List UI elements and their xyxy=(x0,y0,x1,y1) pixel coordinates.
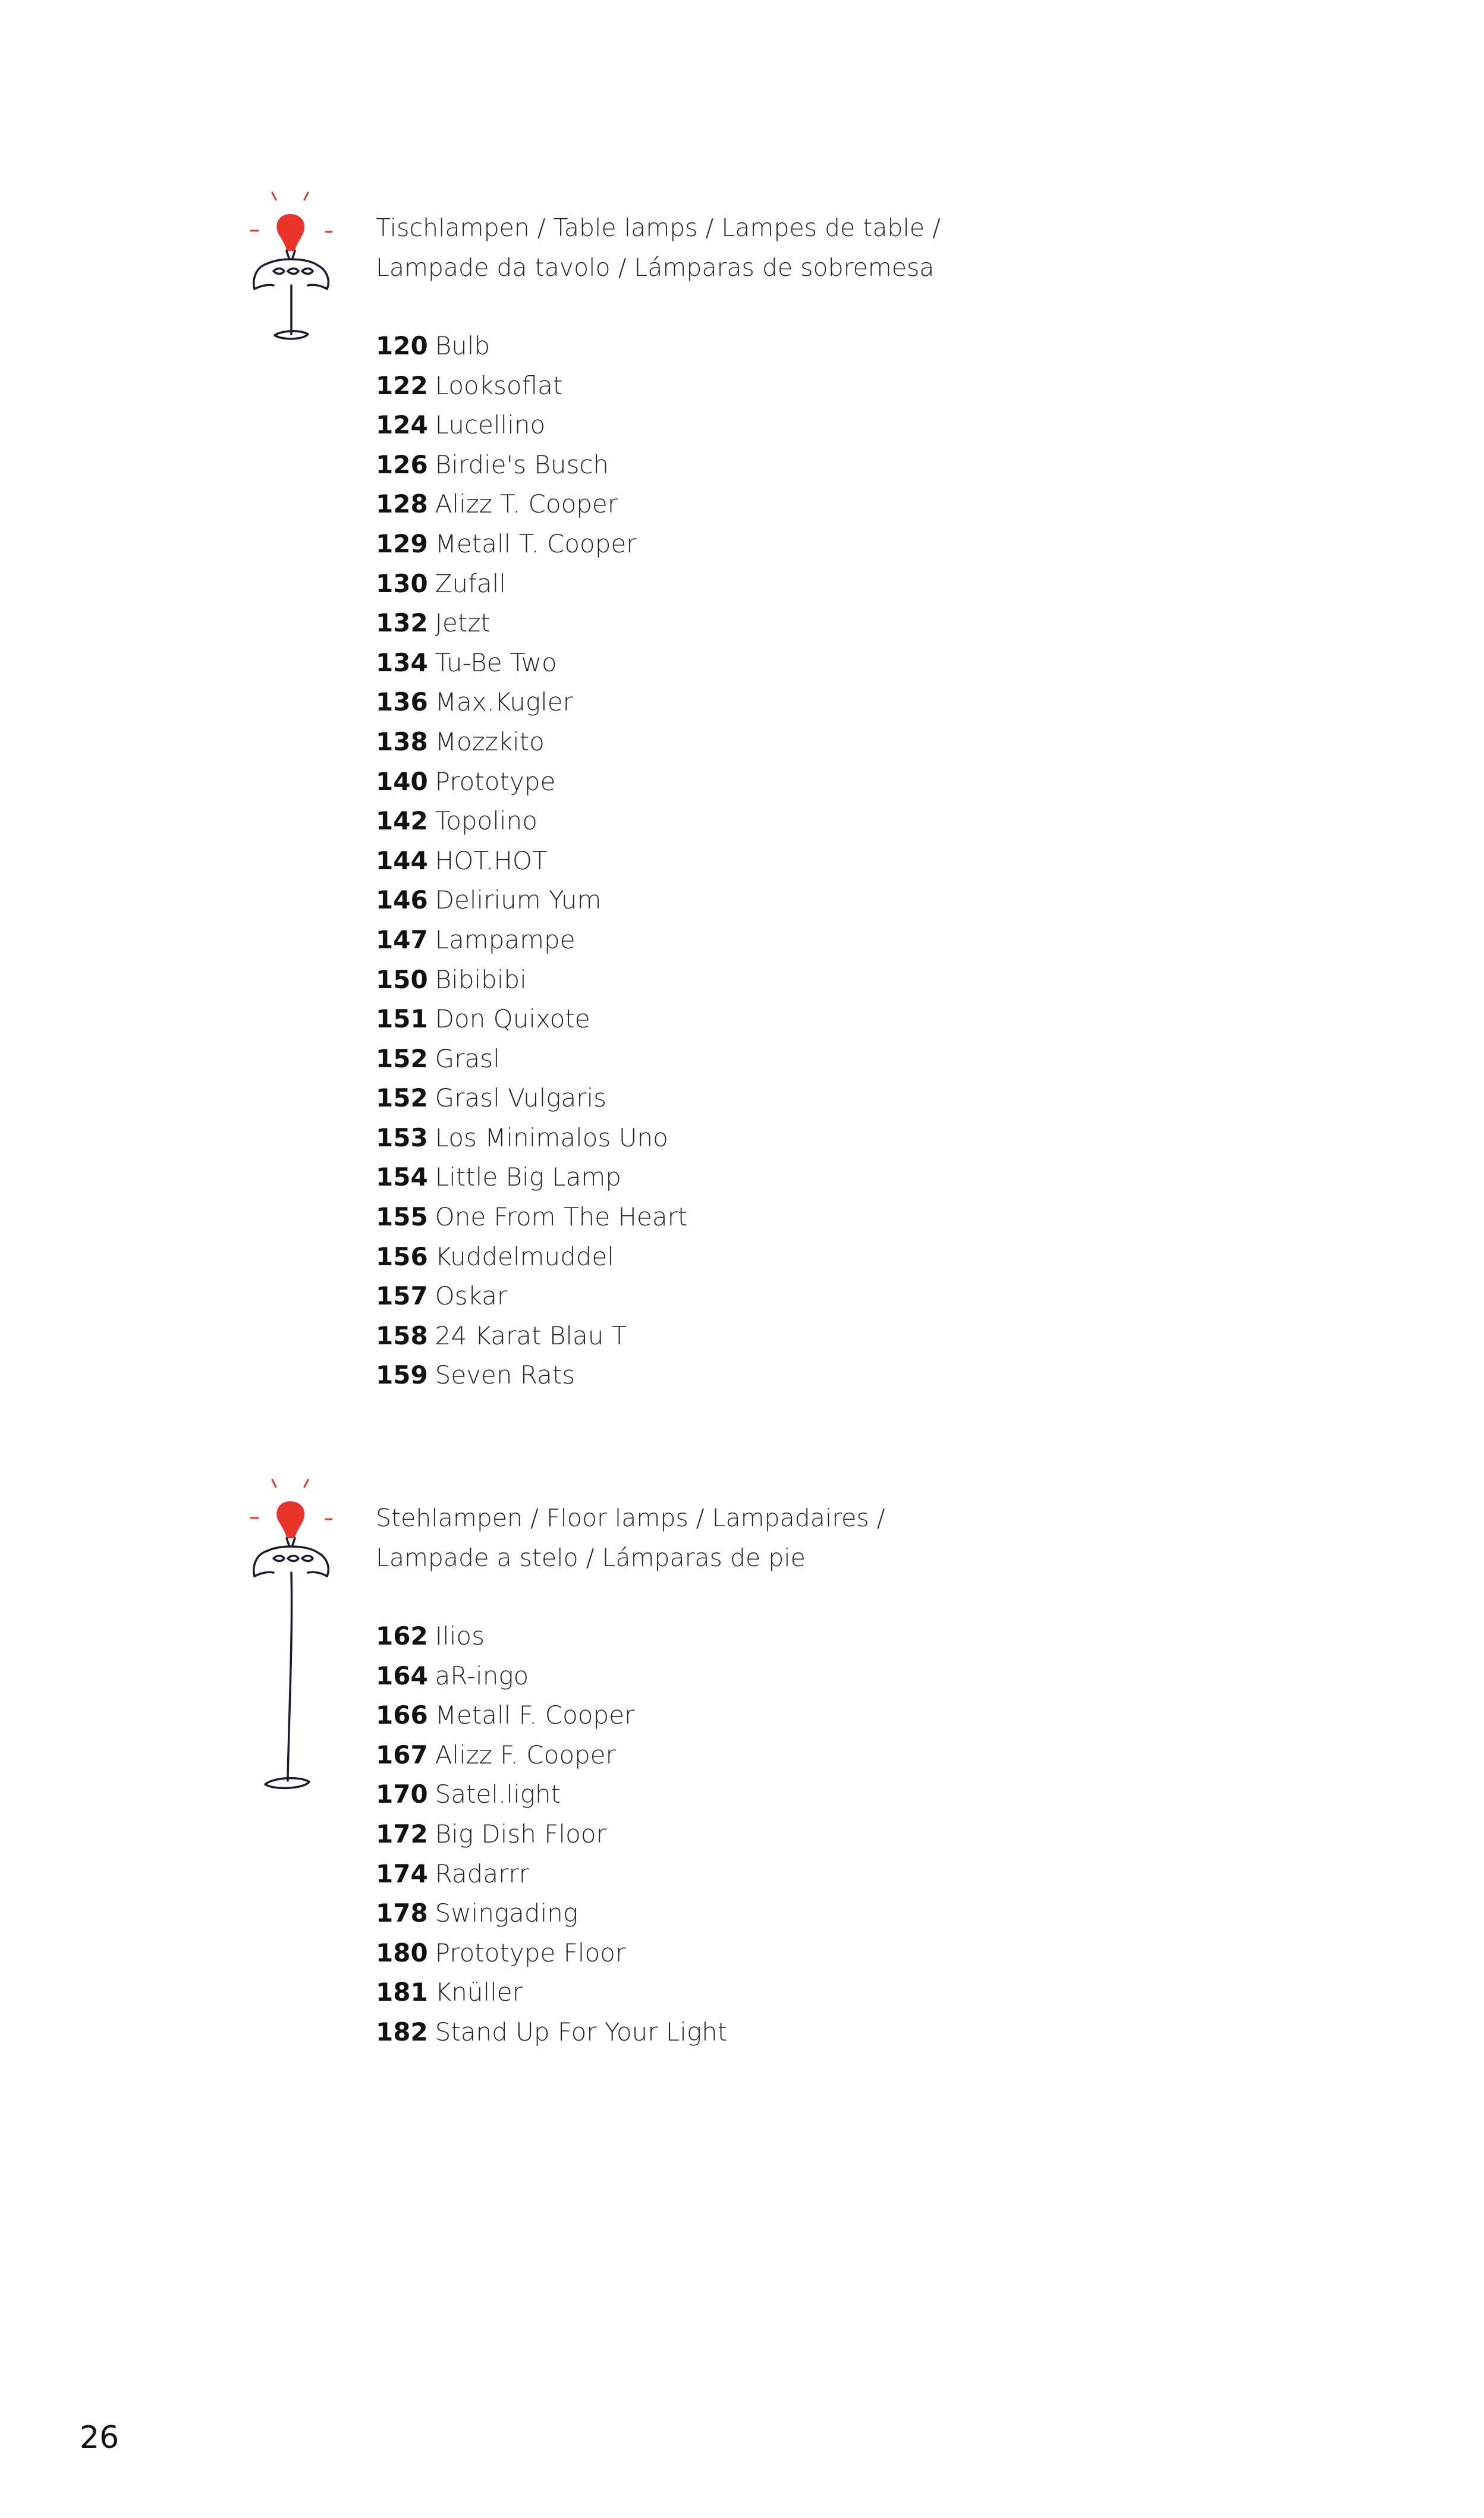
item-number: 122 xyxy=(376,370,428,400)
item-name: Big Dish Floor xyxy=(435,1819,606,1849)
list-item xyxy=(376,801,941,841)
item-name: Satel.light xyxy=(435,1780,561,1809)
item-number: 158 xyxy=(376,1321,428,1350)
item-name: Max.Kugler xyxy=(435,687,573,717)
item-name: Lampampe xyxy=(435,925,576,954)
item-number: 130 xyxy=(376,568,428,598)
item-number: 151 xyxy=(376,1004,428,1034)
list-item xyxy=(376,2013,885,2052)
item-name: Jetzt xyxy=(435,608,491,638)
list-item xyxy=(376,485,941,524)
list-item xyxy=(376,643,941,683)
list-item xyxy=(376,960,941,1000)
item-name: Kuddelmuddel xyxy=(435,1241,614,1271)
item-name: Stand Up For Your Light xyxy=(435,2017,728,2047)
item-name: Bibibibi xyxy=(435,964,527,994)
item-number: 152 xyxy=(376,1043,428,1073)
list-item xyxy=(376,1815,885,1854)
list-item xyxy=(376,1736,885,1775)
list-item xyxy=(376,722,941,762)
item-number: 182 xyxy=(376,2017,428,2047)
list-item xyxy=(376,1775,885,1815)
item-number: 170 xyxy=(376,1780,428,1809)
item-number: 180 xyxy=(376,1938,428,1967)
item-name: Birdie's Busch xyxy=(435,449,609,479)
item-list xyxy=(376,1617,885,2052)
item-number: 126 xyxy=(376,449,428,479)
item-name: Swingading xyxy=(435,1898,578,1928)
item-number: 152 xyxy=(376,1083,428,1113)
section-title-line: Tischlampen / Table lamps / Lampes de table / xyxy=(376,213,941,242)
item-number: 132 xyxy=(376,608,428,638)
list-item xyxy=(376,524,941,564)
section-floor-lamps xyxy=(376,1498,885,2052)
item-number: 142 xyxy=(376,806,428,836)
list-item xyxy=(376,1894,885,1934)
item-name: aR-ingo xyxy=(435,1661,529,1690)
list-item xyxy=(376,1854,885,1894)
item-number: 154 xyxy=(376,1162,428,1192)
item-name: Metall T. Cooper xyxy=(435,529,637,558)
item-number: 153 xyxy=(376,1123,428,1152)
list-item xyxy=(376,841,941,881)
table-lamp-icon xyxy=(238,184,345,351)
list-item xyxy=(376,1656,885,1696)
item-number: 164 xyxy=(376,1661,428,1690)
item-number: 134 xyxy=(376,647,428,677)
item-number: 150 xyxy=(376,964,428,994)
item-number: 147 xyxy=(376,925,428,954)
item-name: Los Minimalos Uno xyxy=(435,1123,668,1152)
list-item xyxy=(376,366,941,406)
item-name: HOT.HOT xyxy=(435,845,548,875)
list-item xyxy=(376,1197,941,1237)
item-name: 24 Karat Blau T xyxy=(435,1321,627,1350)
item-name: Bulb xyxy=(435,331,491,360)
list-item xyxy=(376,1356,941,1395)
list-item xyxy=(376,1118,941,1158)
item-number: 181 xyxy=(376,1978,428,2007)
item-number: 159 xyxy=(376,1360,428,1390)
item-number: 167 xyxy=(376,1740,428,1769)
item-name: Knüller xyxy=(435,1978,523,2007)
list-item xyxy=(376,1237,941,1277)
list-item xyxy=(376,881,941,920)
item-name: Zufall xyxy=(435,568,506,598)
item-name: Metall F. Cooper xyxy=(435,1700,635,1730)
list-item xyxy=(376,683,941,722)
item-name: Lucellino xyxy=(435,410,546,440)
item-number: 146 xyxy=(376,885,428,915)
list-item xyxy=(376,1039,941,1079)
item-number: 138 xyxy=(376,727,428,756)
list-item xyxy=(376,1316,941,1356)
item-number: 120 xyxy=(376,331,428,360)
item-name: Ilios xyxy=(435,1621,485,1651)
item-name: One From The Heart xyxy=(435,1202,688,1232)
item-name: Oskar xyxy=(435,1281,508,1311)
item-name: Radarrr xyxy=(435,1859,529,1888)
item-number: 124 xyxy=(376,410,428,440)
list-item xyxy=(376,1617,885,1656)
item-number: 129 xyxy=(376,529,428,558)
item-name: Tu-Be Two xyxy=(435,647,557,677)
list-item xyxy=(376,326,941,366)
item-list xyxy=(376,326,941,1395)
item-name: Topolino xyxy=(435,806,537,836)
list-item xyxy=(376,920,941,960)
list-item xyxy=(376,564,941,604)
item-number: 128 xyxy=(376,489,428,519)
section-title-line: Lampade a stelo / Lámparas de pie xyxy=(376,1544,806,1572)
item-name: Prototype Floor xyxy=(435,1938,626,1967)
list-item xyxy=(376,1277,941,1316)
item-number: 157 xyxy=(376,1281,428,1311)
list-item xyxy=(376,405,941,445)
item-number: 140 xyxy=(376,766,428,796)
item-name: Grasl Vulgaris xyxy=(435,1083,607,1113)
item-name: Delirium Yum xyxy=(435,885,602,915)
item-number: 155 xyxy=(376,1202,428,1232)
item-name: Looksoflat xyxy=(435,370,563,400)
list-item xyxy=(376,445,941,485)
item-number: 156 xyxy=(376,1241,428,1271)
item-name: Little Big Lamp xyxy=(435,1162,621,1192)
list-item xyxy=(376,1079,941,1118)
item-number: 172 xyxy=(376,1819,428,1849)
item-name: Don Quixote xyxy=(435,1004,590,1034)
item-name: Alizz F. Cooper xyxy=(435,1740,616,1769)
item-name: Mozzkito xyxy=(435,727,545,756)
section-table-lamps xyxy=(376,208,941,1395)
item-name: Alizz T. Cooper xyxy=(435,489,618,519)
item-number: 174 xyxy=(376,1859,428,1888)
item-name: Prototype xyxy=(435,766,556,796)
list-item xyxy=(376,1973,885,2013)
item-number: 162 xyxy=(376,1621,428,1651)
page-number: 26 xyxy=(80,2420,120,2456)
item-number: 144 xyxy=(376,845,428,875)
item-name: Grasl xyxy=(435,1043,500,1073)
list-item xyxy=(376,999,941,1039)
list-item xyxy=(376,603,941,643)
item-number: 136 xyxy=(376,687,428,717)
item-number: 178 xyxy=(376,1898,428,1928)
list-item xyxy=(376,1934,885,1973)
section-title-line: Lampade da tavolo / Lámparas de sobremesa xyxy=(376,253,935,282)
section-title xyxy=(376,1498,885,1578)
item-name: Seven Rats xyxy=(435,1360,576,1390)
section-title-line: Stehlampen / Floor lamps / Lampadaires / xyxy=(376,1504,885,1532)
list-item xyxy=(376,1158,941,1197)
item-number: 166 xyxy=(376,1700,428,1730)
list-item xyxy=(376,762,941,802)
section-title xyxy=(376,208,941,288)
list-item xyxy=(376,1696,885,1736)
floor-lamp-icon xyxy=(238,1472,345,1805)
